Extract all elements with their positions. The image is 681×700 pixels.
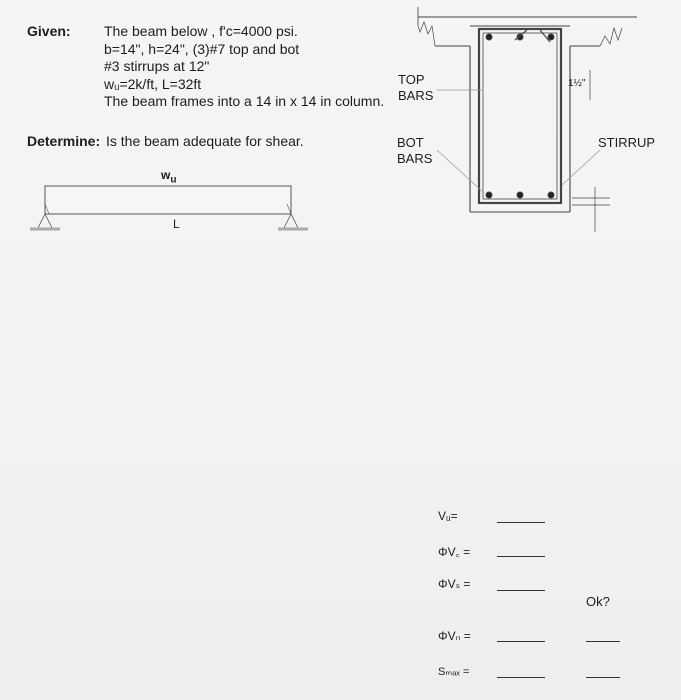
stirrup: [479, 29, 561, 203]
span-label: L: [173, 217, 180, 231]
phi-vn-label: ΦVₙ =: [438, 629, 471, 643]
phi-vs-answer-line[interactable]: [497, 590, 545, 591]
bottom-bar: [517, 192, 523, 198]
break-line-right: [600, 28, 622, 46]
smax-ok-line[interactable]: [586, 677, 620, 678]
bottom-bars-leader: [437, 150, 484, 193]
smax-answer-line[interactable]: [497, 677, 545, 678]
stirrup-leader: [562, 150, 600, 185]
beam-rect: [45, 186, 291, 214]
top-bar: [486, 34, 492, 40]
determine-label: Determine:: [27, 133, 101, 149]
phi-vs-label: ΦVₛ =: [438, 577, 471, 591]
determine-text: Is the beam adequate for shear.: [106, 133, 304, 149]
given-line: wᵤ=2k/ft, L=32ft: [104, 75, 202, 92]
phi-vn-answer-line[interactable]: [497, 641, 545, 642]
beam-cross-section: [418, 7, 637, 232]
phi-vc-label: ΦV꜀ =: [438, 545, 471, 559]
beam-diagram: [30, 186, 308, 229]
phi-vn-ok-line[interactable]: [586, 641, 620, 642]
bottom-bar: [548, 192, 554, 198]
stirrup-label: STIRRUP: [598, 135, 656, 150]
vu-label: Vᵤ=: [438, 509, 458, 523]
ok-label: Ok?: [586, 594, 610, 609]
break-line-left: [418, 22, 435, 46]
bottom-bars-label: BOT BARS: [397, 135, 433, 166]
given-line: b=14", h=24", (3)#7 top and bot: [104, 40, 300, 57]
given-line: The beam frames into a 14 in x 14 in column.: [104, 93, 385, 109]
given-line: #3 stirrups at 12": [104, 58, 210, 74]
left-support-icon: [38, 214, 52, 228]
load-label: $w_u$: [161, 168, 177, 186]
cover-dimension-label: 1½": [568, 78, 586, 89]
phi-vc-answer-line[interactable]: [497, 556, 545, 557]
given-label: Given:: [27, 23, 71, 39]
given-line: The beam below , f'c=4000 psi.: [104, 23, 298, 39]
top-bar: [548, 34, 554, 40]
vu-answer-line[interactable]: [497, 522, 545, 523]
top-bars-label: TOP BARS: [398, 72, 434, 103]
smax-label: Sₘₐₓ =: [438, 666, 470, 678]
bottom-bar: [486, 192, 492, 198]
right-support-icon: [284, 214, 298, 228]
